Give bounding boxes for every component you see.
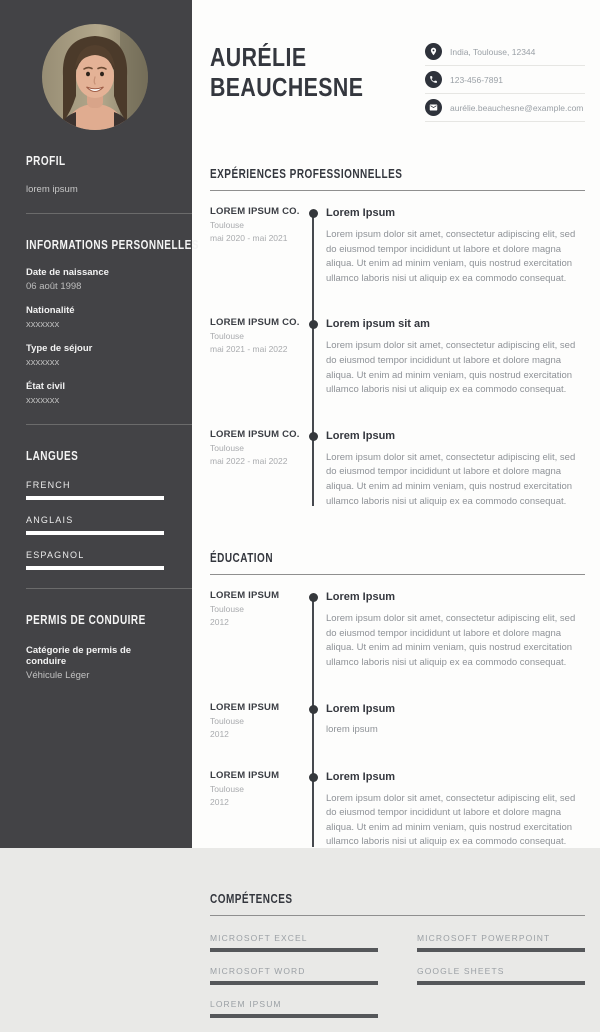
skill-item	[417, 933, 585, 952]
education-body	[326, 702, 585, 739]
job-title: Lorem ipsum sit am	[326, 318, 430, 331]
skill-level-bar	[210, 948, 378, 952]
school-location: Toulouse	[210, 715, 245, 726]
main-content	[192, 0, 600, 1009]
sidebar	[0, 0, 199, 848]
school-name: LOREM IPSUM	[210, 701, 280, 713]
skill-item	[210, 999, 378, 1018]
experience-dates: mai 2020 - mai 2021	[210, 233, 288, 243]
company-name: LOREM IPSUM CO.	[210, 317, 300, 329]
skill-label: MICROSOFT EXCEL	[210, 932, 308, 943]
education-section	[210, 549, 585, 850]
timeline-dot	[309, 209, 318, 218]
language-level-bar	[26, 496, 164, 500]
timeline-dot	[309, 593, 318, 602]
contact-location-row	[425, 43, 585, 66]
school-name: LOREM IPSUM	[210, 769, 280, 781]
job-description: Lorem ipsum dolor sit amet, consectetur adipiscing elit, sed do eiusmod tempor incididunt ut labore et dolore magna aliqua. Ut enim ad minim veniam, quis nostrud exercitation ullamco laboris nisi ut aliquip ex ea commodo consequat.	[326, 229, 576, 284]
education-dates: 2012	[210, 617, 229, 628]
skills-grid	[210, 933, 585, 1032]
experience-body	[326, 317, 585, 397]
skill-label: GOOGLE SHEETS	[417, 965, 505, 976]
education-entry	[210, 590, 585, 670]
skills-title: COMPÉTENCES	[210, 891, 293, 906]
skill-label: LOREM IPSUM	[210, 998, 282, 1009]
timeline-column	[300, 702, 326, 739]
company-location: Toulouse	[210, 220, 245, 230]
skill-item	[210, 966, 378, 985]
timeline-column	[300, 590, 326, 670]
school-location: Toulouse	[210, 604, 245, 615]
profile-photo	[42, 24, 148, 130]
skill-item	[417, 966, 585, 985]
contact-phone-row	[425, 71, 585, 94]
sidebar-section-title-profil	[26, 152, 164, 170]
field-value: 06 août 1998	[26, 281, 82, 292]
education-title: ÉDUCATION	[210, 551, 274, 566]
experience-dates: mai 2021 - mai 2022	[210, 344, 288, 355]
education-entry	[210, 702, 585, 739]
location-pin-icon	[425, 43, 442, 60]
education-body	[326, 590, 585, 670]
info-field-nationality	[26, 305, 164, 330]
info-field-birthdate	[26, 267, 164, 292]
skill-label: MICROSOFT WORD	[210, 965, 306, 976]
skill-level-bar	[210, 1014, 378, 1018]
header	[210, 42, 585, 127]
timeline-column	[300, 206, 326, 286]
field-label: État civil	[26, 381, 66, 392]
experience-dates: mai 2022 - mai 2022	[210, 455, 288, 466]
skill-level-bar	[417, 981, 585, 985]
timeline-dot	[309, 773, 318, 782]
skill-level-bar	[210, 981, 378, 985]
sidebar-section-title-permis	[26, 611, 164, 629]
language-item	[26, 515, 164, 535]
contact-location: India, Toulouse, 12344	[450, 46, 536, 57]
education-meta	[210, 702, 300, 739]
experience-timeline	[210, 206, 585, 509]
sidebar-section-title-langues	[26, 447, 164, 465]
field-label: Type de séjour	[26, 343, 93, 354]
permis-category-label: Catégorie de permis de conduire	[26, 645, 132, 667]
contact-email-row	[425, 99, 585, 122]
field-value: xxxxxxx	[26, 319, 60, 330]
timeline-column	[300, 317, 326, 397]
last-name: BEAUCHESNE	[210, 72, 364, 102]
degree-title: Lorem Ipsum	[326, 591, 396, 604]
skill-level-bar	[417, 948, 585, 952]
timeline-dot	[309, 705, 318, 714]
permis-title: PERMIS DE CONDUIRE	[26, 613, 146, 627]
education-body	[326, 770, 585, 850]
language-level-bar	[26, 531, 164, 535]
experience-body	[326, 206, 585, 286]
degree-description: Lorem ipsum dolor sit amet, consectetur adipiscing elit, sed do eiusmod tempor incididunt ut labore et dolore magna aliqua. Ut enim ad minim veniam, quis nostrud exercitation ullamco laboris nisi ut aliquip ex ea commodo consequat.	[326, 792, 576, 848]
language-label: FRENCH	[26, 480, 71, 490]
infos-title: INFORMATIONS PERSONNELLES	[26, 238, 199, 252]
company-name: LOREM IPSUM CO.	[210, 428, 300, 440]
first-name: AURÉLIE	[210, 42, 307, 72]
company-location: Toulouse	[210, 442, 245, 453]
profil-text: lorem ipsum	[26, 184, 78, 195]
experience-meta	[210, 429, 300, 509]
page-title	[210, 42, 386, 127]
education-dates: 2012	[210, 796, 229, 807]
language-item	[26, 480, 164, 500]
info-field-marital-status	[26, 381, 164, 406]
skills-section	[210, 890, 585, 1032]
experience-title: EXPÉRIENCES PROFESSIONNELLES	[210, 167, 403, 181]
job-title: Lorem Ipsum	[326, 429, 396, 442]
skills-column-left	[210, 933, 378, 1032]
skill-label: MICROSOFT POWERPOINT	[417, 932, 551, 943]
degree-description: Lorem ipsum dolor sit amet, consectetur adipiscing elit, sed do eiusmod tempor incididunt ut labore et dolore magna aliqua. Ut enim ad minim veniam, quis nostrud exercitation ullamco laboris nisi ut aliquip ex ea commodo consequat.	[326, 613, 576, 668]
contact-phone: 123-456-7891	[450, 74, 503, 85]
envelope-icon	[425, 99, 442, 116]
field-label: Nationalité	[26, 305, 75, 316]
skills-heading	[210, 890, 585, 916]
degree-description: lorem ipsum	[326, 723, 378, 735]
info-field-residence	[26, 343, 164, 368]
education-entry	[210, 770, 585, 850]
timeline-dot	[309, 432, 318, 441]
job-description: Lorem ipsum dolor sit amet, consectetur adipiscing elit, sed do eiusmod tempor incididunt ut labore et dolore magna aliqua. Ut enim ad minim veniam, quis nostrud exercitation ullamco laboris nisi ut aliquip ex ea commodo consequat.	[326, 340, 576, 396]
sidebar-section-title-infos	[26, 236, 199, 254]
language-item	[26, 550, 164, 570]
timeline-dot	[309, 320, 318, 329]
experience-entry	[210, 206, 585, 286]
field-label: Date de naissance	[26, 267, 109, 278]
education-dates: 2012	[210, 728, 229, 739]
job-description: Lorem ipsum dolor sit amet, consectetur adipiscing elit, sed do eiusmod tempor incididunt ut labore et dolore magna aliqua. Ut enim ad minim veniam, quis nostrud exercitation ullamco laboris nisi ut aliquip ex ea commodo consequat.	[326, 451, 576, 507]
company-name: LOREM IPSUM CO.	[210, 206, 300, 217]
langues-title: LANGUES	[26, 449, 79, 463]
experience-entry	[210, 317, 585, 397]
contact-block	[425, 43, 585, 127]
experience-body	[326, 429, 585, 509]
education-timeline	[210, 590, 585, 850]
sidebar-divider	[26, 588, 192, 589]
profil-title: PROFIL	[26, 154, 66, 168]
experience-entry	[210, 429, 585, 509]
education-meta	[210, 590, 300, 670]
language-label: ESPAGNOL	[26, 550, 85, 560]
degree-title: Lorem Ipsum	[326, 702, 396, 715]
permis-category-value: Véhicule Léger	[26, 670, 90, 681]
school-location: Toulouse	[210, 783, 245, 794]
field-value: xxxxxxx	[26, 395, 60, 406]
phone-icon	[425, 71, 442, 88]
experience-meta	[210, 206, 300, 286]
avatar-illustration	[42, 24, 148, 130]
timeline-column	[300, 429, 326, 509]
sidebar-divider	[26, 424, 192, 425]
sidebar-divider	[26, 213, 192, 214]
experience-heading	[210, 165, 585, 191]
timeline-column	[300, 770, 326, 850]
experience-section	[210, 165, 585, 509]
language-label: ANGLAIS	[26, 515, 74, 525]
degree-title: Lorem Ipsum	[326, 770, 396, 783]
company-location: Toulouse	[210, 331, 245, 342]
job-title: Lorem Ipsum	[326, 207, 396, 219]
field-value: xxxxxxx	[26, 357, 60, 368]
education-meta	[210, 770, 300, 850]
contact-email: aurélie.beauchesne@example.com	[450, 102, 584, 113]
school-name: LOREM IPSUM	[210, 590, 280, 602]
education-heading	[210, 549, 585, 575]
skill-item	[210, 933, 378, 952]
experience-meta	[210, 317, 300, 397]
skills-column-right	[417, 933, 585, 1032]
language-level-bar	[26, 566, 164, 570]
